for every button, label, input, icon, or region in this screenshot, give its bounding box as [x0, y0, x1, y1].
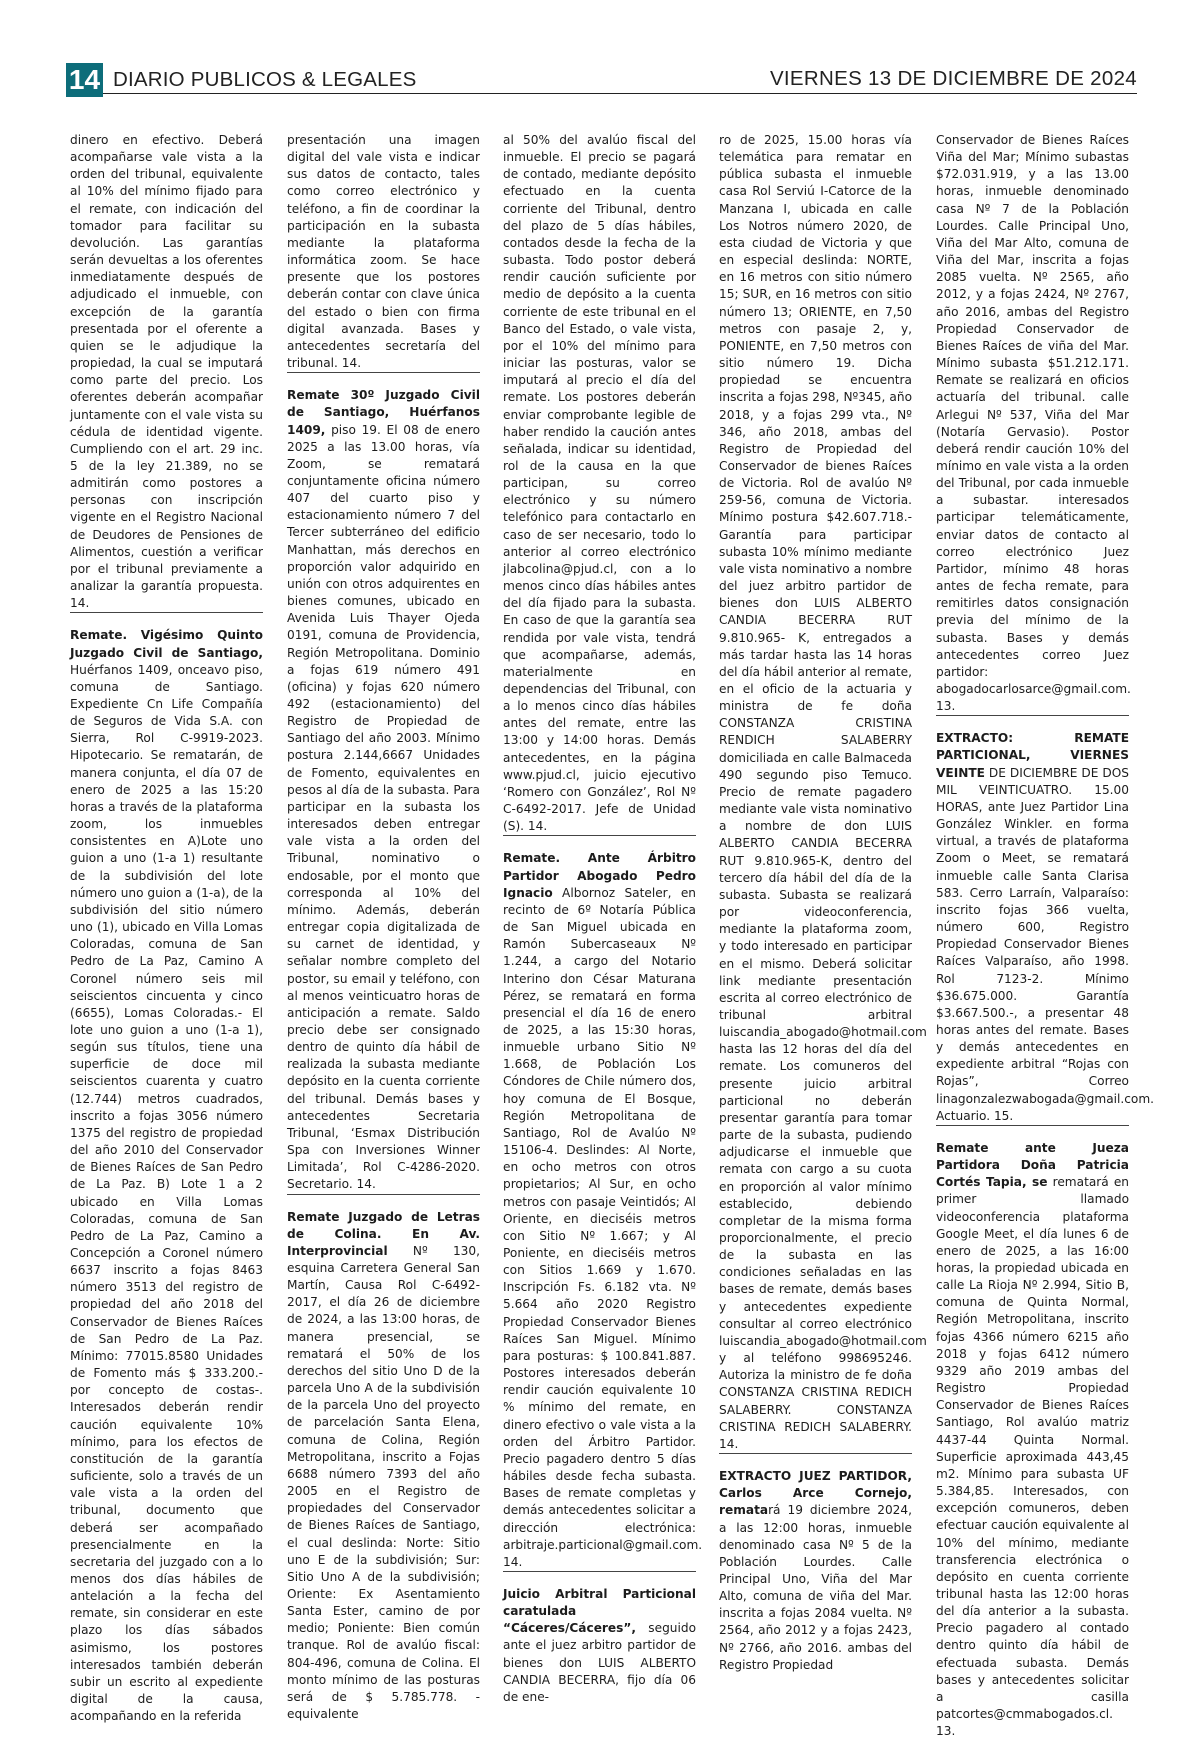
notice-heading: Juicio Arbitral Particional caratulada “Cáceres/Cáceres”,: [503, 1586, 696, 1636]
notice-heading: EXTRACTO JUEZ PARTIDOR, Carlos Arce Cornejo, remata: [719, 1469, 912, 1518]
notice-heading: Remate Juzgado de Letras de Colina. En Av. Interprovincial: [287, 1209, 480, 1258]
legal-notice: [503, 835, 703, 1571]
notice-body: seguido ante el juez arbitro partidor de bienes don LUIS ALBERTO CANDIA BECERRA, fijo día 06 de ene-: [503, 1621, 696, 1704]
page-header: [66, 63, 1137, 94]
legal-notice: [70, 612, 263, 1725]
legal-notice: [287, 132, 480, 372]
notice-heading: Remate ante Jueza Partidora Doña Patricia Cortés Tapia, se: [936, 1140, 1129, 1190]
notice-body: piso 19. El 08 de enero 2025 a las 13.00 horas, vía Zoom, se rematará conjuntamente oficina número 407 del cuarto piso y estacionamiento número 7 del Tercer subterráneo del edificio Manhattan, más derechos en proporción valor adquirido en unión con otros adquirentes en bienes comunes, ubicado en Avenida Luis Thayer Ojeda 0191, comuna de Providencia, Región Metropolitana. Dominio a fojas 619 número 491 (oficina) y fojas 620 número 492 (estacionamiento) del Registro de Propiedad de Santiago del año 2003. Mínimo postura 2.144,6667 Unidades de Fomento, equivalentes en pesos al día de la subasta. Para participar en la subasta los interesados deben entregar vale vista a la orden del Tribunal, nominativo o endosable, por el monto que corresponda al 10% del mínimo. Además, deberán entregar copia digitalizada de su carnet de identidad, y señalar nombre completo del postor, su email y teléfono, con al menos veinticuatro horas de anticipación a remate. Saldo precio debe ser consignado dentro de quinto día hábil de realizada la subasta mediante depósito en la cuenta corriente del tribunal. Demás bases y antecedentes Secretaria Tribunal, ‘Esmax Distribución Spa con Inversiones Winner Limitada’, Rol C-4286-2020. Secretario. 14.: [287, 422, 480, 1192]
column-2: [287, 132, 480, 1723]
notice-heading: Remate. Ante Árbitro Partidor Abogado Pedro Ignacio: [503, 851, 696, 900]
column-1: [70, 132, 263, 1725]
section-title: DIARIO PUBLICOS & LEGALES: [113, 68, 417, 91]
legal-notice: [287, 372, 480, 1193]
legal-notice: [70, 132, 263, 612]
notice-body: rematará en primer llamado videoconferencia plataforma Google Meet, el día lunes 6 de enero de 2025, a las 16:00 horas, la propiedad ubicada en calle La Rioja Nº 2.994, Sitio B, comuna de Quinta Normal, Región Metropolitana, inscrito fojas 4366 número 6215 año 2018 y fojas 6412 número 9329 año 2019 ambas del Registro Propiedad Conservador de Bienes Raíces Santiago, Rol avalúo matriz 4437-44 Quinta Normal. Superficie aproximada 443,45 m2. Mínimo para subasta UF 5.384,85. Interesados, con excepción comuneros, deben efectuar caución equivalente al 10% del mínimo, mediante transferencia electrónica o depósito en cuenta corriente tribunal hasta las 12:00 horas del día anterior a la subasta. Precio pagadero al contado dentro quinto día hábil de efectuada subasta. Demás bases y antecedentes solicitar a casilla patcortes@cmmabogados.cl. 13.: [936, 1175, 1129, 1739]
column-5: [936, 132, 1155, 1740]
legal-notice: [719, 132, 927, 1453]
legal-notice: [503, 1571, 696, 1706]
notices-columns: [70, 132, 1155, 1739]
notice-heading: EXTRACTO: REMATE PARTICIONAL, VIERNES VEINTE: [936, 731, 1129, 780]
notice-body: ro de 2025, 15.00 horas vía telemática para rematar en pública subasta el inmueble casa Rol Serviú I-Catorce de la Manzana I, ubicada en calle Los Notros número 2020, de esta ciudad de Victoria y que en especial deslinda: NORTE, en 16 metros con sitio número 15; SUR, en 16 metros con sitio número 13; ORIENTE, en 7,50 metros con pasaje 2, y, PONIENTE, en 7,50 metros con sitio número 19. Dicha propiedad se encuentra inscrita a fojas 298, Nº345, año 2018, y a fojas 299 vta., Nº 346, año 2018, ambas del Registro de Propiedad del Conservador de bienes Raíces de Victoria. Rol de avalúo Nº 259-56, comuna de Victoria. Mínimo postura $42.607.718.- Garantía para participar subasta 10% mínimo mediante vale vista nominativo a nombre del juez arbitro partidor de bienes don LUIS ALBERTO CANDIA BECERRA RUT 9.810.965- K, entregados a más tardar hasta las 14 horas del día hábil anterior al remate, en el oficio de la actuaria y ministra de fe doña CONSTANZA CRISTINA RENDICH SALABERRY domiciliada en calle Balmaceda 490 segundo piso Temuco. Precio de remate pagadero mediante vale vista nominativo a nombre de don LUIS ALBERTO CANDIA BECERRA RUT 9.810.965-K, dentro del tercero día hábil del día de la subasta. Subasta se realizará por videoconferencia, mediante la plataforma zoom, y todo interesado en participar en el mismo. Deberá solicitar link mediante presentación escrita al correo electrónico de tribunal arbitral luiscandia_abogado@hotmail.com hasta las 12 horas del día del remate. Los comuneros del presente juicio arbitral particional no deberán presentar garantía para tomar parte de la subasta, pudiendo adjudicarse el inmueble que remata con cargo a su cuota en proporción al valor mínimo establecido, debiendo completar de la misma forma proporcionalmente, el precio de la subasta en las condiciones señaladas en las bases de remate, demás bases y antecedentes expediente consultar al correo electrónico luiscandia_abogado@hotmail.com y al teléfono 998695246. Autoriza la ministro de fe doña CONSTANZA CRISTINA REDICH SALABERRY. CONSTANZA CRISTINA REDICH SALABERRY. 14.: [719, 133, 927, 1451]
notice-body: al 50% del avalúo fiscal del inmueble. El precio se pagará de contado, mediante depósito efectuado en la cuenta corriente del Tribunal, dentro del plazo de 5 días hábiles, contados desde la fecha de la subasta. Todo postor deberá rendir caución suficiente por medio de depósito a la cuenta corriente de este tribunal en el Banco del Estado, o vale vista, por el 10% del mínimo para iniciar las posturas, valor se imputará al precio el día del remate. Los postores deberán enviar comprobante legible de haber rendido la caución antes señalada, indicar su identidad, rol de la causa en la que participan, su correo electrónico y su número telefónico para contactarlo en caso de ser necesario, todo lo anterior al correo electrónico jlabcolina@pjud.cl, con a lo menos cinco días hábiles antes del día fijado para la subasta. En caso de que la garantía sea rendida por vale vista, tendrá que acompañarse, además, materialmente en dependencias del Tribunal, con a lo menos cinco días hábiles antes del remate, entre las 13:00 y 14:00 horas. Demás antecedentes, en la página www.pjud.cl, juicio ejecutivo ‘Romero con González’, Rol Nº C-6492-2017. Jefe de Unidad (S). 14.: [503, 133, 696, 834]
legal-notice: [503, 132, 696, 835]
legal-notice: [936, 715, 1155, 1125]
column-3: [503, 132, 703, 1706]
legal-notice: [936, 132, 1129, 715]
page-number: 14: [66, 63, 103, 97]
notice-body: Albornoz Sateler, en recinto de 6º Notaría Pública de San Miguel ubicada en Ramón Subercaseaux Nº 1.244, a cargo del Notario Interino don César Maturana Pérez, se rematará en forma presencial el día 16 de enero de 2025, a las 15:30 horas, inmueble urbano Sitio Nº 1.668, de Población Los Cóndores de Chile número dos, hoy comuna de El Bosque, Región Metropolitana de Santiago, Rol de Avalúo Nº 15106-4. Deslindes: Al Norte, en ocho metros con otros propietarios; Al Sur, en ocho metros con pasaje Veintidós; Al Oriente, en dieciséis metros con Sitio Nº 1.667; y Al Poniente, en dieciséis metros con Sitios 1.669 y 1.670. Inscripción Fs. 6.182 vta. Nº 5.664 año 2020 Registro Propiedad Conservador Bienes Raíces San Miguel. Mínimo para posturas: $ 100.841.887. Postores interesados deberán rendir caución equivalente 10 % mínimo del remate, en dinero efectivo o vale vista a la orden del Árbitro Partidor. Precio pagadero dentro 5 días hábiles desde fecha subasta. Bases de remate completas y demás antecedentes solicitar a dirección electrónica: arbitraje.particional@gmail.com. 14.: [503, 885, 703, 1569]
notice-body: DE DICIEMBRE DE DOS MIL VEINTICUATRO. 15.00 HORAS, ante Juez Partidor Lina González Winkler. en forma virtual, a través de plataforma Zoom o Meet, se rematará inmueble calle Santa Clarisa 583. Cerro Larraín, Valparaíso: inscrito fojas 366 vuelta, número 600, Registro Propiedad Conservador Bienes Raíces Valparaíso, año 1998. Rol 7123-2. Mínimo $36.675.000. Garantía $3.667.500.-, a presentar 48 horas antes del remate. Bases y demás antecedentes en expediente arbitral “Rojas con Rojas”, Correo linagonzalezwabogada@gmail.com. Actuario. 15.: [936, 765, 1155, 1123]
notice-body: rá 19 diciembre 2024, a las 12:00 horas, inmueble denominado casa Nº 5 de la Población Lourdes. Calle Principal Uno, Viña del Mar Alto, comuna de viña del Mar. inscrita a fojas 2084 vuelta. Nº 2564, año 2012 y a fojas 2423, Nº 2766, año 2016. ambas del Registro Propiedad: [719, 1503, 912, 1672]
notice-heading: Remate. Vigésimo Quinto Juzgado Civil de Santiago,: [70, 628, 263, 660]
legal-notice: [936, 1125, 1129, 1740]
legal-notice: [719, 1453, 912, 1674]
notice-body: presentación una imagen digital del vale vista e indicar sus datos de contacto, tales como correo electrónico y teléfono, a fin de coordinar la participación en la subasta mediante la plataforma informática zoom. Se hace presente que los postores deberán contar con clave única del estado o bien con firma digital avanzada. Bases y antecedentes secretaría del tribunal. 14.: [287, 133, 480, 371]
column-4: [719, 132, 927, 1674]
notice-body: dinero en efectivo. Deberá acompañarse vale vista a la orden del tribunal, equivalente al 10% del mínimo fijado para el remate, con indicación del tomador para facilitar su devolución. Las garantías serán devueltas a los oferentes inmediatamente después de adjudicado el inmueble, con excepción de la garantía presentada por el oferente a quien se le adjudique la propiedad, la cual se imputará como parte del precio. Los oferentes deberán acompañar juntamente con el vale vista su cédula de identidad vigente. Cumpliendo con el art. 29 inc. 5 de la ley 21.389, no se admitirán como postores a personas con inscripción vigente en el Registro Nacional de Deudores de Pensiones de Alimentos, cuestión a verificar por el tribunal previamente a analizar la garantía propuesta. 14.: [70, 133, 263, 611]
notice-heading: Remate 30º Juzgado Civil de Santiago, Huérfanos 1409,: [287, 388, 480, 437]
notice-body: Huérfanos 1409, onceavo piso, comuna de Santiago. Expediente Cn Life Compañía de Seguros de Vida S.A. con Sierra, Rol C-9919-2023. Hipotecario. Se rematarán, de manera conjunta, el día 07 de enero de 2025 a las 15:20 horas a través de la plataforma zoom, los inmuebles consistentes en A)Lote uno guion a uno (1-a 1) resultante de la subdivisión del lote número uno guion a (1-a), de la subdivisión del sitio número uno (1), ubicado en Villa Lomas Coloradas, comuna de San Pedro de La Paz, Camino A Coronel número seis mil seiscientos cincuenta y cinco (6655), Lomas Coloradas.- El lote uno guion a uno (1-a 1), según sus títulos, tiene una superficie de doce mil seiscientos cuarenta y cuatro (12.744) metros cuadrados, inscrito a fojas 3056 número 1375 del registro de propiedad del año 2010 del Conservador de Bienes Raíces de San Pedro de La Paz. B) Lote 1 a 2 ubicado en Villa Lomas Coloradas, comuna de San Pedro de La Paz, Camino a Concepción a Coronel número 6637 inscrito a fojas 8463 número 3513 del registro de propiedad del año 2018 del Conservador de Bienes Raíces de San Pedro de La Paz. Mínimo: 77015.8580 Unidades de Fomento más $ 333.200.- por concepto de costas-. Interesados deberán rendir caución equivalente 10% mínimo, para los efectos de constitución de la garantía suficiente, solo a través de un vale vista a la orden del tribunal, documento que deberá ser acompañado presencialmente en la secretaria del juzgado con a lo menos dos días hábiles de antelación a la fecha del remate, sin considerar en este plazo los días sábados asimismo, los postores interesados también deberán subir un escrito al expediente digital de la causa, acompañando en la referida: [70, 662, 264, 1724]
issue-date: VIERNES 13 DE DICIEMBRE DE 2024: [769, 67, 1137, 90]
notice-body: Conservador de Bienes Raíces Viña del Mar; Mínimo subastas $72.031.919, y a las 13.00 horas, inmueble denominado casa Nº 7 de la Población Lourdes. Calle Principal Uno, Viña del Mar Alto, comuna de Viña del Mar, inscrita a fojas 2085 vuelta. Nº 2565, año 2012, y a fojas 2424, Nº 2767, año 2016, ambas del Registro Propiedad Conservador de Bienes Raíces de viña del Mar. Mínimo subasta $51.212.171. Remate se realizará en oficios actuaría del tribunal. calle Arlegui Nº 537, Viña del Mar (Notaría Gervasio). Postor deberá rendir caución 10% del mínimo en vale vista a la orden del Tribunal, por cada inmueble a subastar. interesados participar telemáticamente, enviar datos de contacto al correo electrónico Juez Partidor, mínimo 48 horas antes de fecha remate, para remitirles datos consignación previa del mínimo de la subasta. Bases y demás antecedentes correo Juez partidor: abogadocarlosarce@gmail.com. 13.: [936, 133, 1131, 714]
notice-body: Nº 130, esquina Carretera General San Martín, Causa Rol C-6492-2017, el día 26 de diciembre de 2024, a las 13:00 horas, de manera presencial, se rematará el 50% de los derechos del sitio Uno D de la parcela Uno A de la subdivisión de la parcela Uno del proyecto de parcelación Santa Elena, comuna de Colina, Región Metropolitana, inscrito a Fojas 6688 número 7393 del año 2005 en el Registro de propiedades del Conservador de Bienes Raíces de Santiago, el cual deslinda: Norte: Sitio uno E de la subdivisión; Sur: Sitio Uno A de la subdivisión; Oriente: Ex Asentamiento Santa Ester, camino de por medio; Poniente: Bien común tranque. Rol de avalúo fiscal: 804-496, comuna de Colina. El monto mínimo de las posturas será de $ 5.785.778. - equivalente: [287, 1243, 480, 1722]
legal-notice: [287, 1194, 480, 1724]
